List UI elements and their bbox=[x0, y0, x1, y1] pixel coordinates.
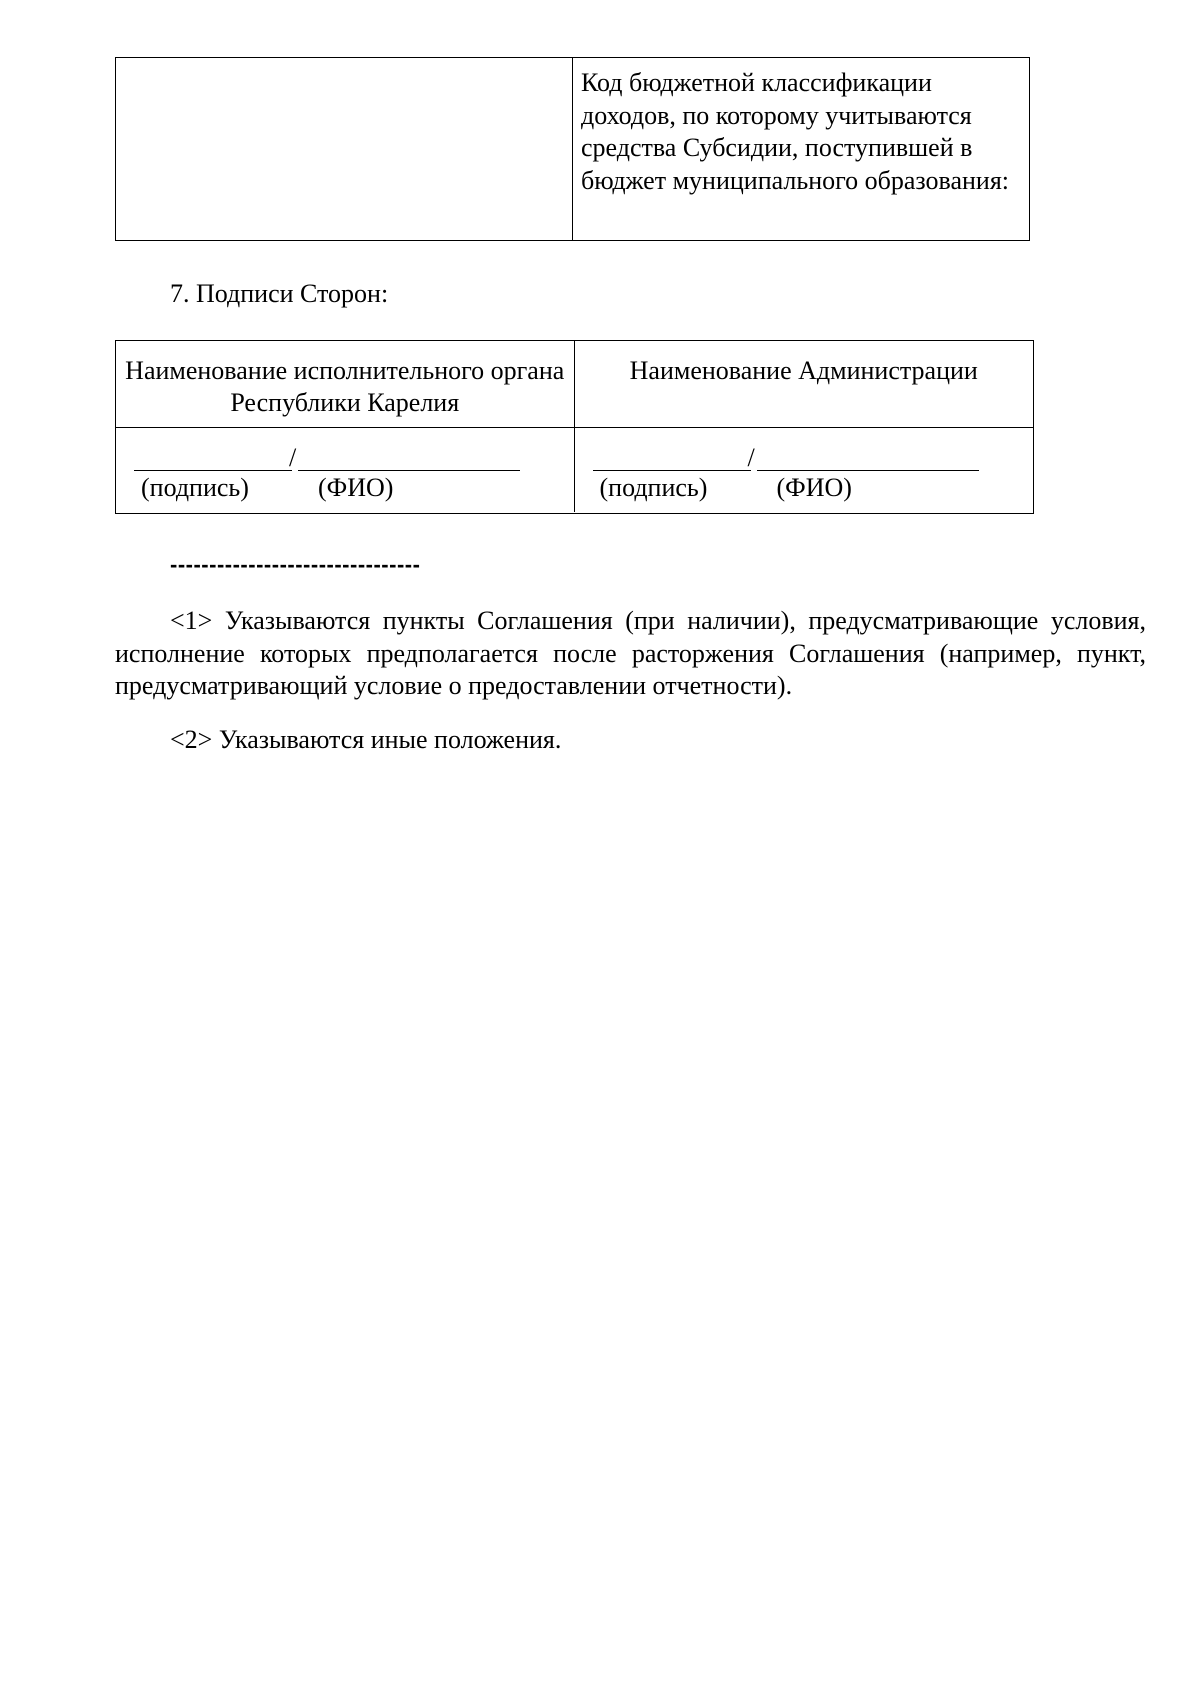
name-caption: (ФИО) bbox=[776, 473, 852, 502]
signatures-table bbox=[115, 340, 1034, 514]
signature-line bbox=[134, 470, 292, 471]
name-line bbox=[298, 470, 520, 471]
administration-header: Наименование Администрации bbox=[629, 356, 978, 385]
signature-caption: (подпись) bbox=[141, 473, 249, 502]
signature-caption: (подпись) bbox=[599, 473, 708, 502]
budget-code-table bbox=[115, 57, 1030, 241]
signature-slash: / bbox=[289, 443, 297, 472]
footnote-1: <1> Указываются пункты Соглашения (при наличии), предусматривающие условия, исполнение которых предполагается после расторжения Соглашения (например, пункт, предусматривающий условие о предоставлении отчетности). bbox=[115, 606, 1146, 700]
name-line bbox=[757, 470, 979, 471]
executive-body-signature-cell bbox=[116, 428, 575, 512]
signature-line bbox=[593, 470, 751, 471]
administration-signature-cell bbox=[575, 428, 1034, 512]
footnote-separator: -------------------------------- bbox=[170, 552, 421, 577]
executive-body-header: Наименование исполнительного органа Республики Карелия bbox=[116, 341, 575, 427]
footnote-2: <2> Указываются иные положения. bbox=[170, 725, 562, 754]
signatures-line-row bbox=[116, 428, 1033, 512]
budget-code-empty-cell bbox=[116, 58, 573, 240]
signatures-header-row bbox=[116, 341, 1033, 428]
signatures-section-heading: 7. Подписи Сторон: bbox=[170, 279, 389, 308]
name-caption: (ФИО) bbox=[318, 473, 394, 502]
signature-slash: / bbox=[747, 443, 755, 472]
budget-code-label-cell: Код бюджетной классификации доходов, по которому учитываются средства Субсидии, поступившей в бюджет муниципального образования: bbox=[581, 68, 1010, 195]
